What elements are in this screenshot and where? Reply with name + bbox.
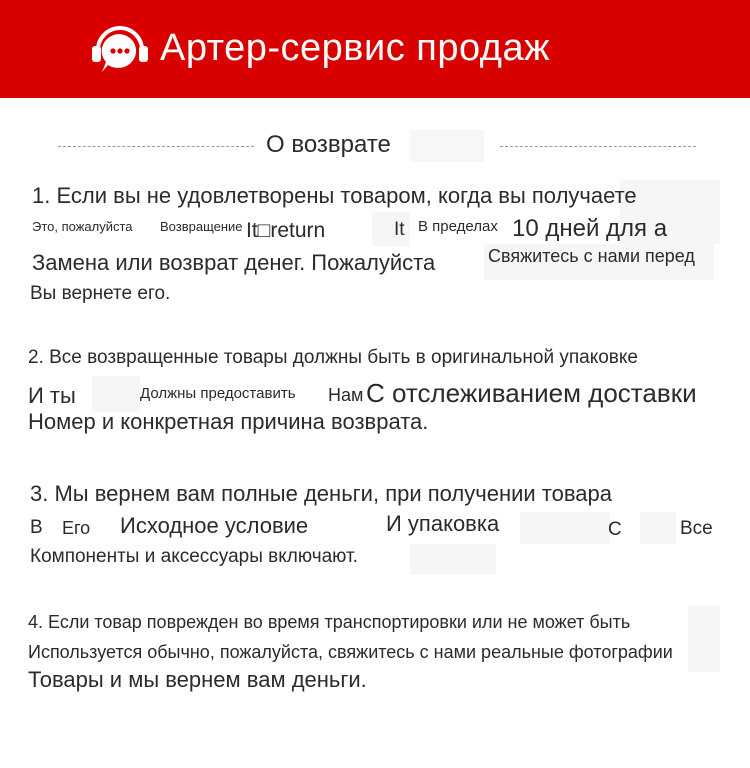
- point-2-fragment: Должны предоставить: [140, 385, 296, 402]
- point-1-fragment: It: [394, 219, 405, 240]
- text-shade: [410, 544, 496, 574]
- headset-chat-icon: [88, 20, 152, 80]
- divider-right: [500, 146, 696, 147]
- text-shade: [688, 606, 720, 672]
- page-title: Артер-сервис продаж: [160, 27, 551, 69]
- point-3-line-3: Компоненты и аксессуары включают.: [30, 546, 358, 567]
- point-3-fragment: Исходное условие: [120, 513, 309, 538]
- point-1-fragment: Возвращение: [160, 219, 243, 234]
- point-1-fragment: 10 дней для а: [512, 215, 668, 242]
- point-3-fragment: С: [608, 519, 622, 540]
- text-shade: [640, 512, 676, 544]
- point-1-line-4: Вы вернете его.: [30, 283, 171, 304]
- point-4-line-1: 4. Если товар поврежден во время транспортировки или не может быть: [28, 612, 631, 632]
- point-3-fragment: Все: [680, 518, 713, 539]
- point-2-fragment: С отслеживанием доставки: [366, 378, 697, 408]
- header-bar: [0, 0, 750, 98]
- text-shade: [520, 512, 610, 544]
- section-title: О возврате: [266, 131, 391, 158]
- text-shade: [92, 376, 140, 412]
- point-1-fragment: Свяжитесь с нами перед: [488, 246, 695, 266]
- point-2-line-3: Номер и конкретная причина возврата.: [28, 409, 429, 434]
- divider-left: [58, 146, 254, 147]
- point-2-fragment: И ты: [28, 383, 76, 408]
- section-heading: [0, 126, 750, 166]
- point-1-line-3: Замена или возврат денег. Пожалуйста: [32, 250, 436, 275]
- title-shade: [410, 130, 484, 162]
- point-2-line-1: 2. Все возвращенные товары должны быть в оригинальной упаковке: [28, 347, 638, 368]
- point-3-fragment: И упаковка: [386, 511, 500, 536]
- point-3-fragment: В: [30, 517, 43, 538]
- point-1-fragment: В пределах: [418, 218, 498, 235]
- point-4-line-3: Товары и мы вернем вам деньги.: [28, 667, 367, 692]
- point-4-line-2: Используется обычно, пожалуйста, свяжитесь с нами реальные фотографии: [28, 642, 673, 662]
- point-1-fragment: Это, пожалуйста: [32, 219, 133, 234]
- point-2-fragment: Нам: [328, 385, 364, 405]
- point-1-fragment: It□return: [246, 219, 326, 242]
- point-3-fragment: Его: [62, 518, 91, 538]
- point-1-line-1: 1. Если вы не удовлетворены товаром, когда вы получаете: [32, 183, 637, 208]
- point-3-line-1: 3. Мы вернем вам полные деньги, при получении товара: [30, 481, 612, 506]
